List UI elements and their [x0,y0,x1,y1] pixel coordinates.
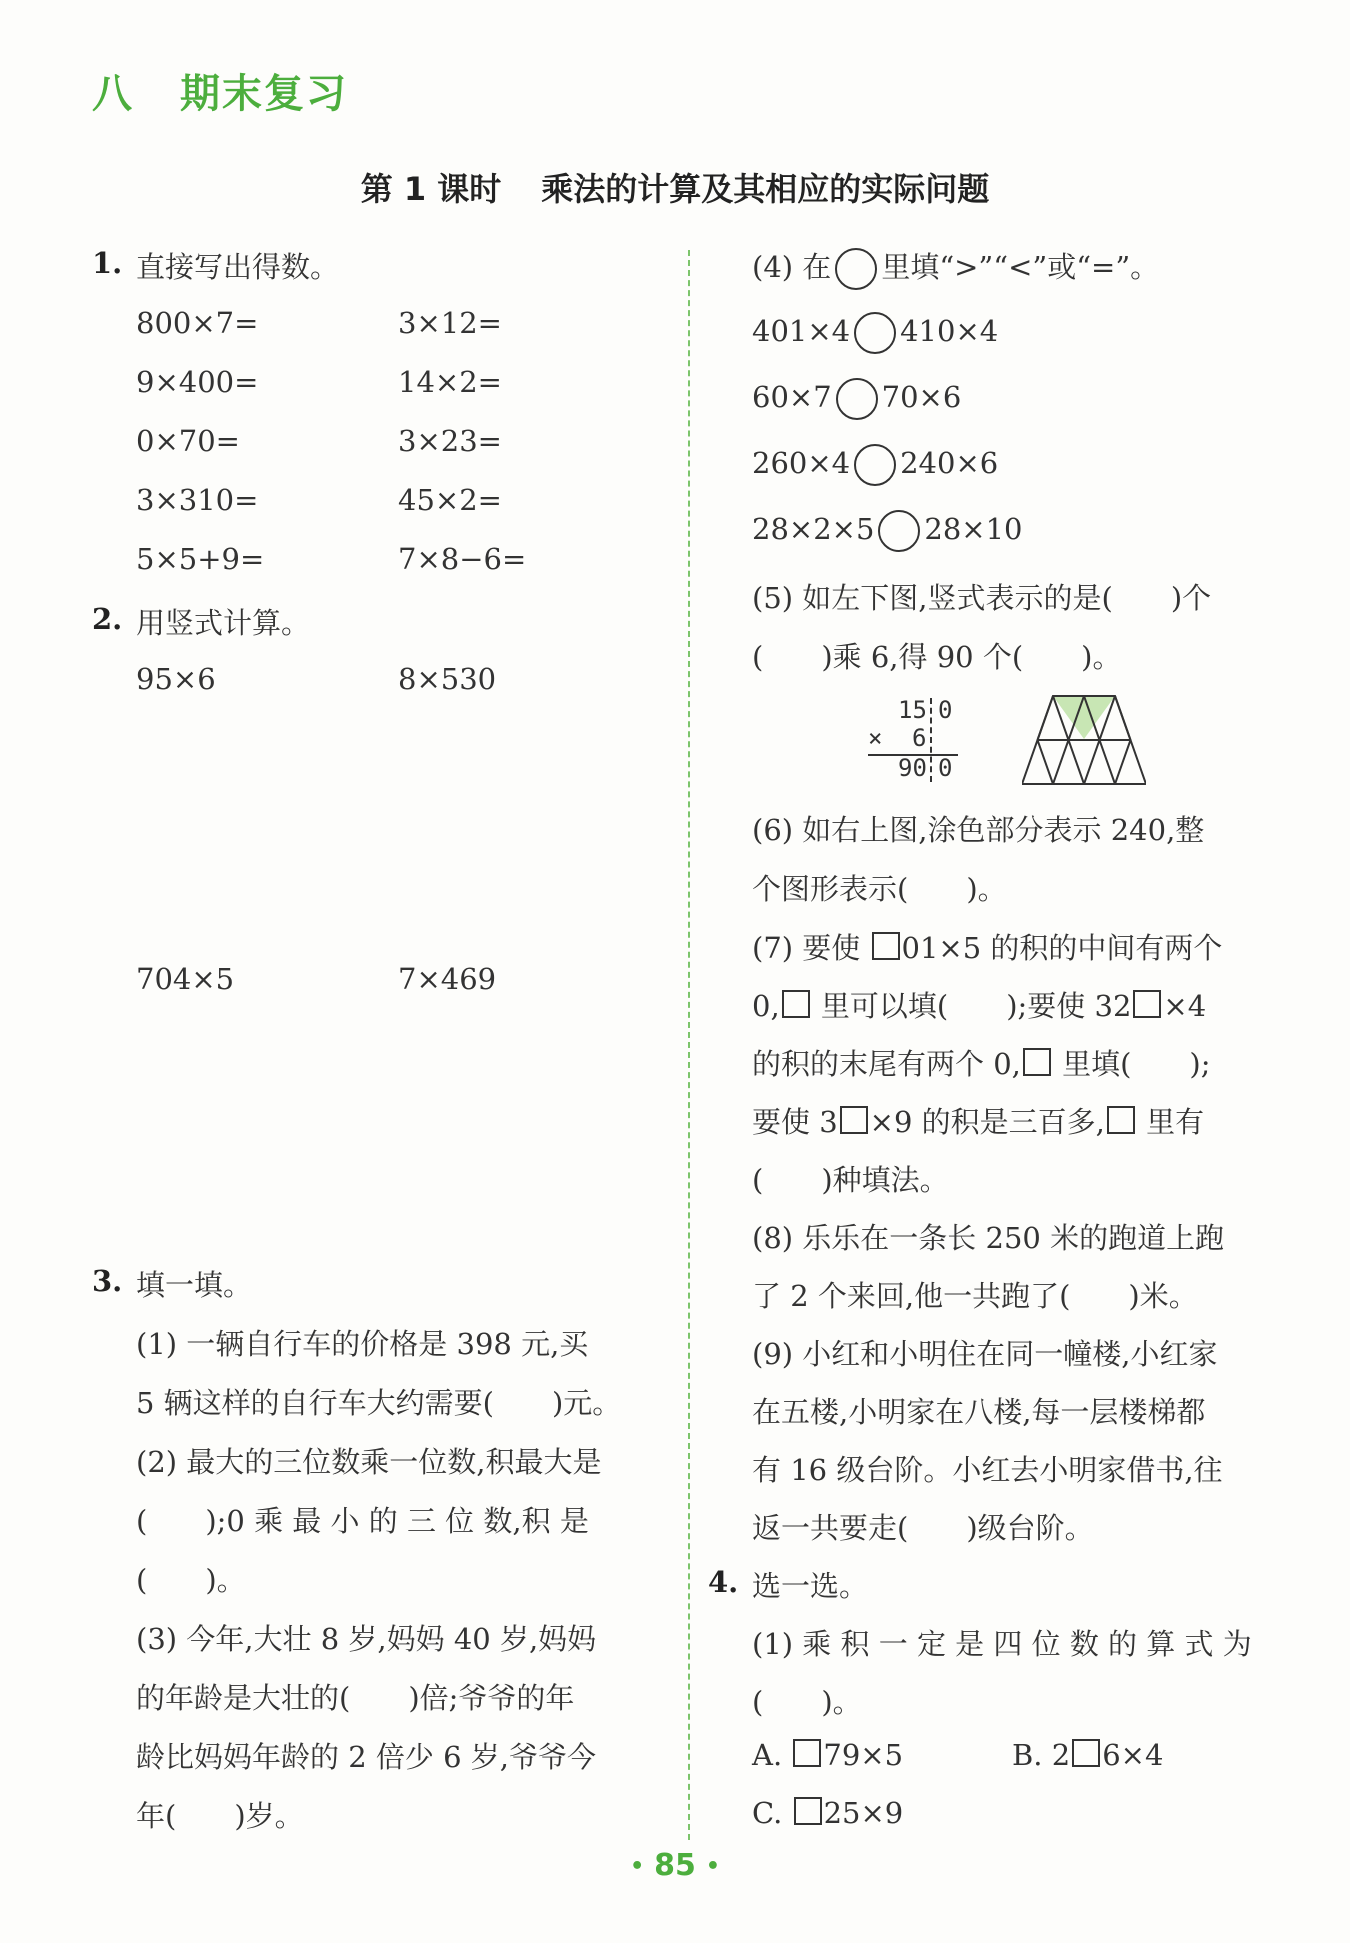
compare-right: 410×4 [900,314,999,348]
option-text: 25×9 [823,1796,904,1830]
q3-text: 有 16 级台阶。小红去小明家借书,往 [752,1453,1223,1487]
q1-item: 3×12= [398,306,502,340]
column-divider [688,250,690,1840]
q1-item: 7×8−6= [398,542,527,576]
q2-item: 704×5 [136,962,235,996]
lesson-label: 第 1 课时 [360,170,502,208]
q2-number: 2. [92,602,123,636]
q3-number: 3. [92,1264,123,1298]
q1-item: 3×23= [398,424,502,458]
q4-number: 4. [708,1565,739,1599]
blank-box-icon[interactable] [872,932,900,960]
q3-p4-head: (4) 在 [752,250,832,284]
q3-text: 返一共要走( )级台阶。 [752,1511,1094,1545]
q3-p7-line [752,926,1222,967]
q2-item: 8×530 [398,662,497,696]
q3-text: 的年龄是大壮的( )倍;爷爷的年 [136,1681,575,1715]
chapter-title: 期末复习 [180,71,348,117]
q3-p7-line [752,1100,1204,1141]
compare-right: 70×6 [881,380,962,414]
compare-right: 240×6 [900,446,999,480]
vert-dashed-line [930,698,932,782]
q3-text: 龄比妈妈年龄的 2 倍少 6 岁,爷爷今 [136,1740,596,1774]
tri-line [1038,740,1054,784]
q3-p7-text: 0, [752,989,780,1023]
shaded-triangle [1053,696,1115,739]
vert-result: 90 [898,754,927,782]
lesson-title [0,164,1350,210]
q2-item: 95×6 [136,662,216,696]
q4-option-c[interactable] [752,1796,903,1830]
option-label: C. [752,1796,783,1830]
q3-p7-text: 要使 3 [752,1105,838,1139]
q1-item: 0×70= [136,424,240,458]
compare-right: 28×10 [924,512,1023,546]
q3-p7-text: ×9 的积是三百多, [869,1105,1105,1139]
q3-prompt: 填一填。 [136,1268,253,1302]
q1-item: 5×5+9= [136,542,265,576]
vert-top: 15 [898,696,927,724]
q3-text: 个图形表示( )。 [752,872,1007,906]
q3-p7-line [752,1042,1211,1083]
q1-prompt: 直接写出得数。 [136,250,340,284]
q3-text: 在五楼,小明家在八楼,每一层楼梯都 [752,1395,1206,1429]
q3-text: 了 2 个来回,他一共跑了( )米。 [752,1279,1198,1313]
compare-circle-icon [835,248,877,290]
compare-row [752,378,961,420]
compare-left: 60×7 [752,380,832,414]
q3-p7-text: 的积的末尾有两个 0, [752,1047,1021,1081]
q3-text: (8) 乐乐在一条长 250 米的跑道上跑 [752,1221,1225,1255]
blank-box-icon [1107,1106,1135,1134]
blank-box-icon [794,1797,822,1825]
tri-line [1115,696,1131,740]
q2-item: 7×469 [398,962,497,996]
tri-line [1038,696,1054,740]
q1-item: 9×400= [136,365,259,399]
blank-box-icon[interactable] [840,1106,868,1134]
compare-circle-icon[interactable] [836,378,878,420]
vert-top-zero: 0 [938,696,953,724]
blank-box-icon [1023,1048,1051,1076]
triangle-figure [1022,694,1146,786]
blank-box-icon [793,1739,821,1767]
option-label: B. [1012,1738,1043,1772]
q3-text: (2) 最大的三位数乘一位数,积最大是 [136,1445,602,1479]
q3-text: (6) 如右上图,涂色部分表示 240,整 [752,813,1205,847]
q3-text: 5 辆这样的自行车大约需要( )元。 [136,1386,622,1420]
compare-circle-icon[interactable] [854,444,896,486]
q3-p7-text: 里有 [1136,1105,1205,1139]
q3-text [752,245,1159,290]
dot-icon: • [705,1854,720,1879]
q3-text: (3) 今年,大壮 8 岁,妈妈 40 岁,妈妈 [136,1622,597,1656]
q3-p7-text: ×4 [1163,989,1207,1023]
q2-prompt: 用竖式计算。 [136,606,311,640]
page-number [0,1848,1350,1883]
option-label: A. [752,1738,783,1772]
q3-text: ( );0 乘 最 小 的 三 位 数,积 是 [136,1504,589,1538]
compare-left: 28×2×5 [752,512,875,546]
q1-item: 3×310= [136,483,259,517]
option-text: 6×4 [1102,1738,1164,1772]
q3-text: (5) 如左下图,竖式表示的是( )个 [752,581,1212,615]
q1-item: 800×7= [136,306,259,340]
compare-circle-icon[interactable] [854,312,896,354]
chapter-number: 八 [92,71,134,117]
compare-left: 260×4 [752,446,851,480]
q3-text: (1) 一辆自行车的价格是 398 元,买 [136,1327,589,1361]
q3-text: ( )乘 6,得 90 个( )。 [752,640,1122,674]
q3-p7-text: 里填( ); [1052,1047,1211,1081]
q3-text: 年( )岁。 [136,1799,304,1833]
lesson-topic: 乘法的计算及其相应的实际问题 [541,170,990,208]
q4-text: ( )。 [752,1685,862,1719]
q1-item: 14×2= [398,365,502,399]
q4-option-b[interactable] [1012,1738,1163,1772]
dot-icon: • [630,1854,645,1879]
q1-item: 45×2= [398,483,502,517]
q3-text: ( )。 [136,1563,246,1597]
page-number-value: 85 [654,1848,696,1883]
compare-left: 401×4 [752,314,851,348]
compare-row [752,444,998,486]
compare-row [752,312,998,354]
q3-p7-line [752,984,1206,1025]
compare-circle-icon[interactable] [878,510,920,552]
compare-row [752,510,1023,552]
q4-option-a[interactable] [752,1738,903,1772]
q3-p7-text: (7) 要使 [752,931,870,965]
q3-p7-text: 里可以填( );要使 32 [811,989,1132,1023]
vert-result-zero: 0 [938,754,953,782]
chapter-heading [92,62,348,119]
vert-line [868,754,958,756]
q4-text: (1) 乘 积 一 定 是 四 位 数 的 算 式 为 [752,1627,1252,1661]
tri-line [1115,740,1131,784]
vert-operator: × [868,724,883,752]
blank-box-icon [782,990,810,1018]
vert-multiplier: 6 [912,724,927,752]
q3-text: (9) 小红和小明住在同一幢楼,小红家 [752,1337,1218,1371]
vertical-multiplication [868,696,958,786]
q3-p4-tail: 里填“>”“<”或“=”。 [881,250,1160,284]
q1-number: 1. [92,246,123,280]
option-text: 79×5 [823,1738,904,1772]
q4-prompt: 选一选。 [752,1569,869,1603]
q3-text: ( )种填法。 [752,1163,949,1197]
blank-box-icon [1072,1739,1100,1767]
q3-p7-text: 01×5 的积的中间有两个 [901,931,1223,965]
option-text: 2 [1051,1738,1071,1772]
blank-box-icon[interactable] [1133,990,1161,1018]
